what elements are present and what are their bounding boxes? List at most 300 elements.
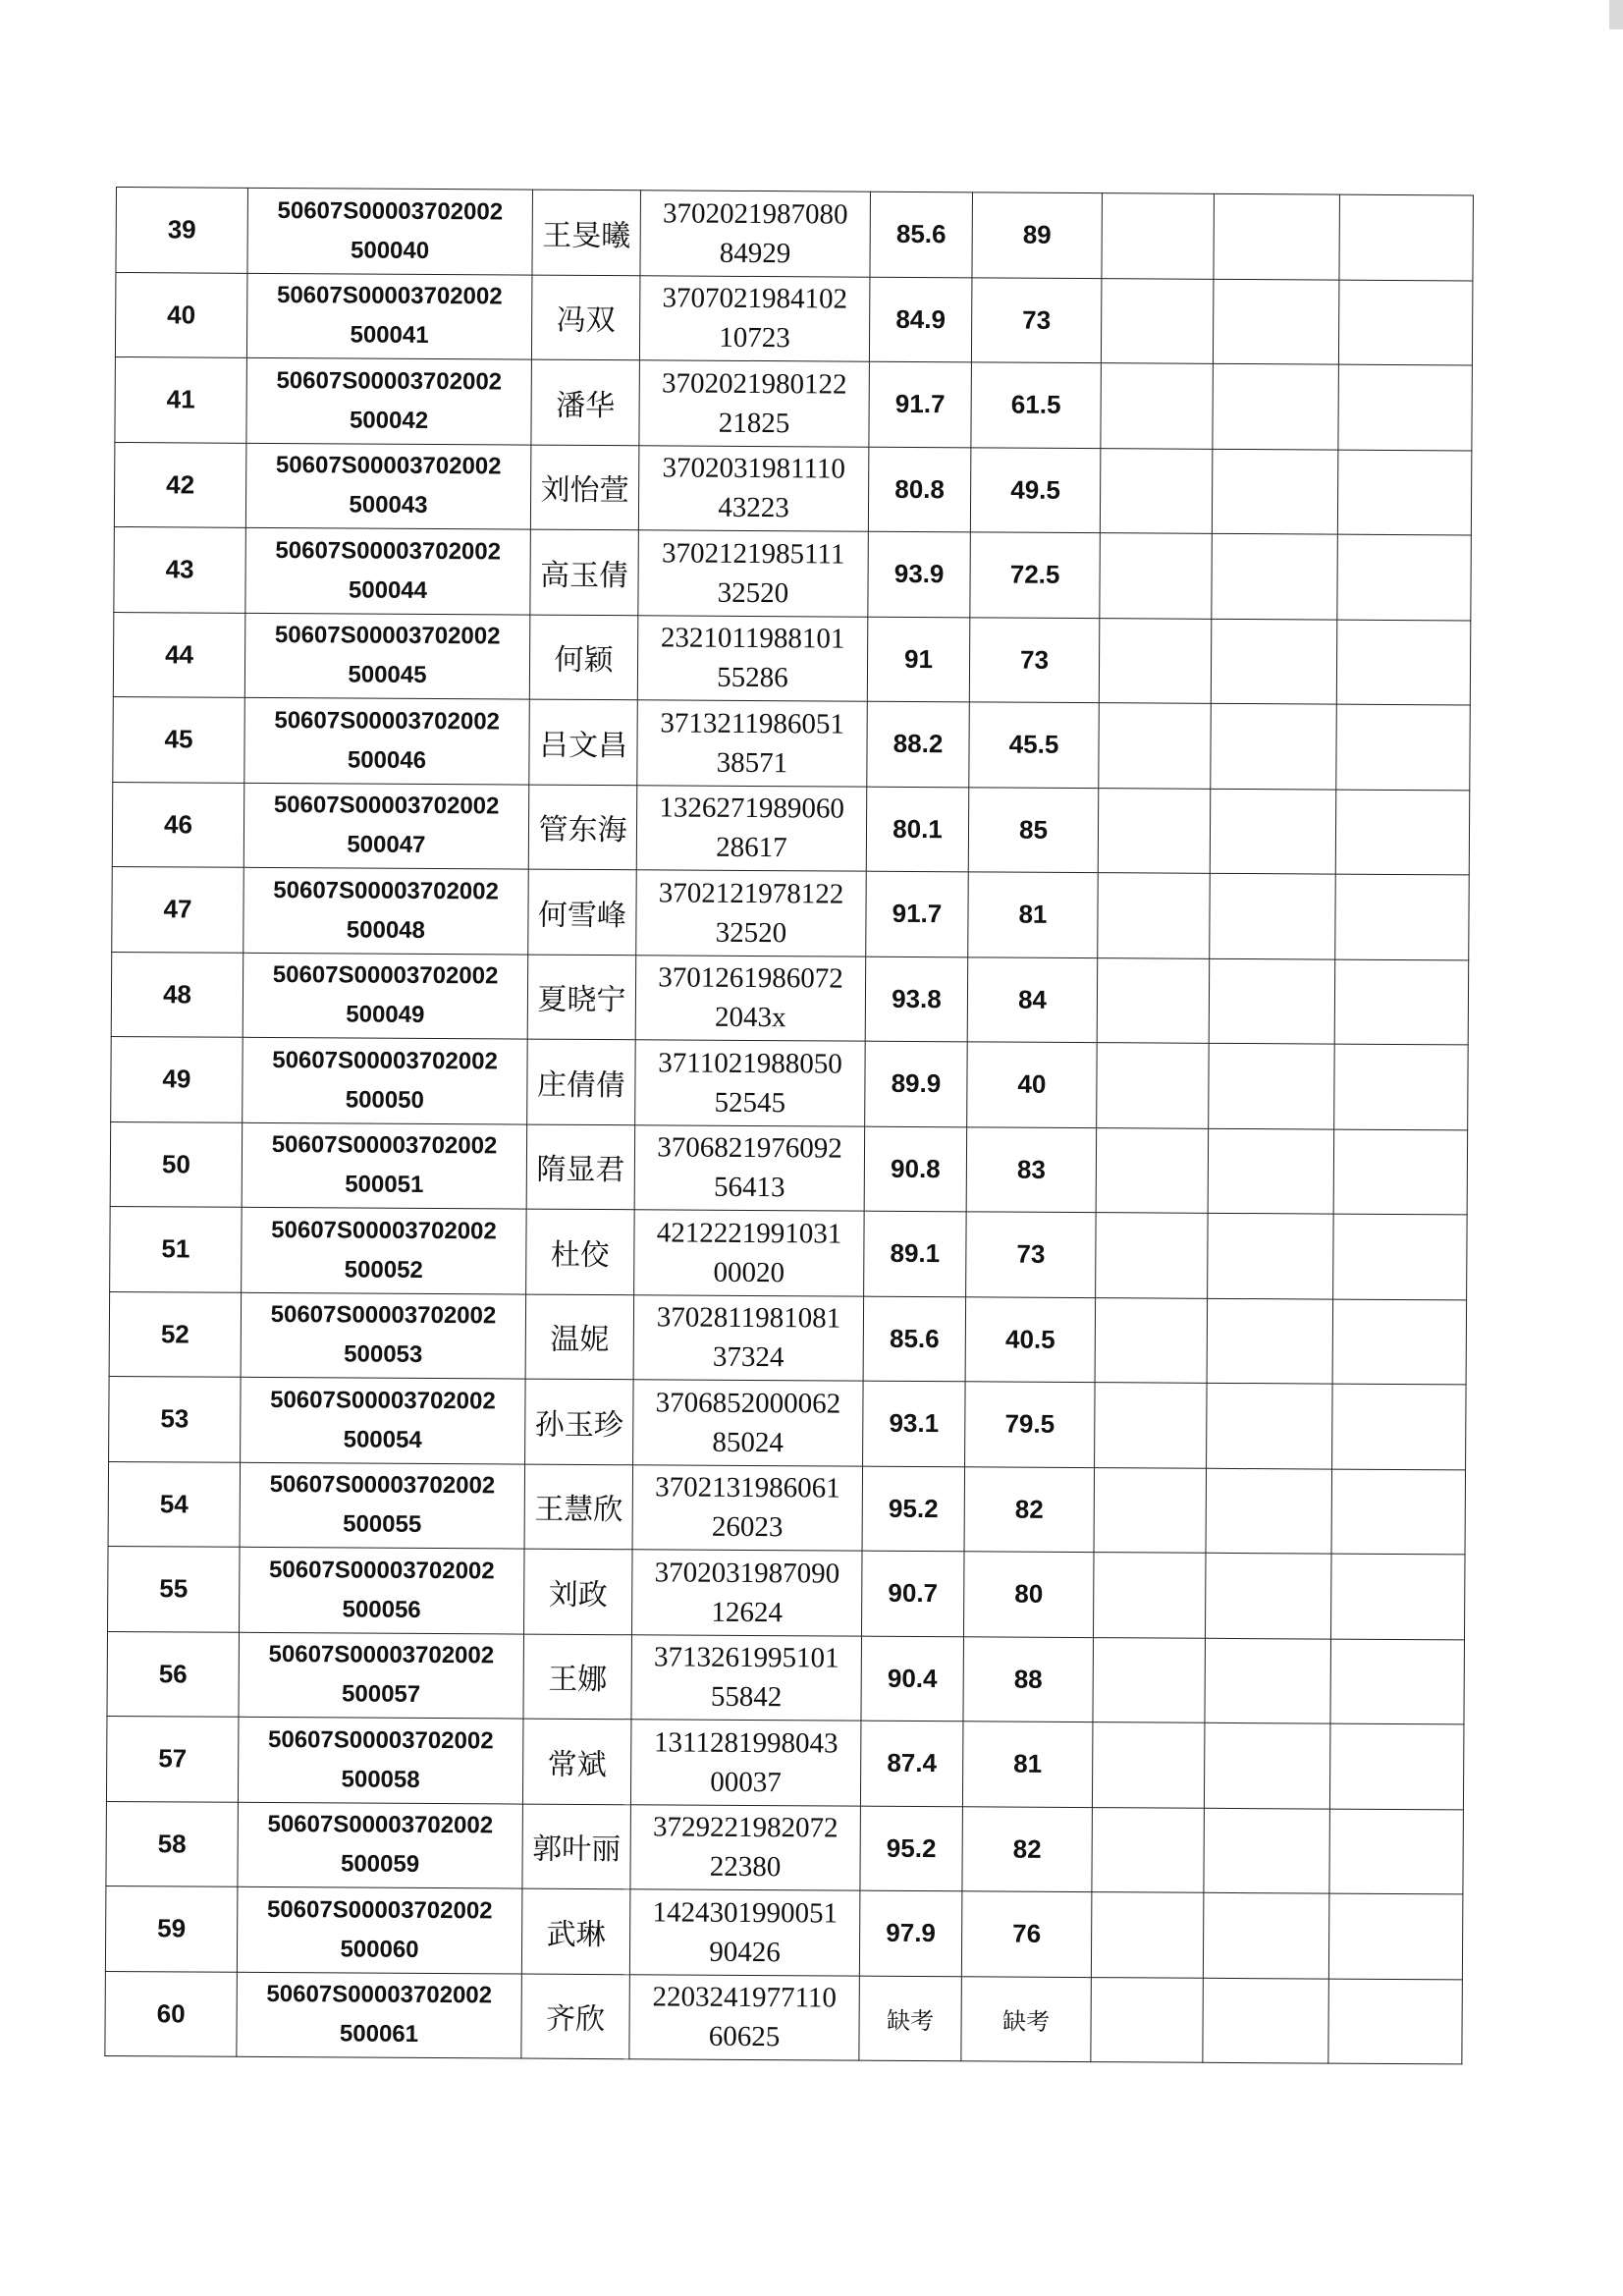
id-number-cell-text: 00020 (713, 1256, 785, 1288)
blank-cell-8 (1204, 1808, 1330, 1893)
score-1-cell-text: 88.2 (893, 729, 944, 759)
score-1-cell (863, 1381, 966, 1466)
blank-cell-9 (1329, 1723, 1464, 1809)
certificate-number-cell (242, 1122, 527, 1209)
score-1-cell-text: 80.1 (893, 813, 943, 844)
id-number-cell-text: 26023 (711, 1510, 784, 1544)
id-number-cell-text: 3702811981081 (656, 1301, 841, 1335)
certificate-number-cell-text: 50607S00003702002 (267, 1725, 494, 1755)
table-row (108, 1546, 1466, 1639)
serial-number-cell-text: 56 (158, 1659, 188, 1689)
blank-cell-9 (1338, 280, 1473, 365)
score-2-cell (971, 277, 1102, 362)
id-number-cell (632, 1550, 863, 1636)
score-2-cell (970, 532, 1101, 618)
serial-number-cell-text: 54 (159, 1489, 189, 1519)
id-number-cell-text: 3702021987080 (662, 197, 848, 231)
score-2-cell (962, 1806, 1093, 1891)
score-1-cell (866, 871, 969, 957)
id-number-cell-text: 3701261986072 (658, 961, 843, 995)
id-number-cell-text: 3702031981110 (662, 452, 846, 485)
name-cell-text: 高玉倩 (539, 558, 629, 593)
serial-number-cell-text: 57 (158, 1743, 188, 1774)
name-cell-text: 常斌 (547, 1747, 607, 1782)
score-1-cell-text: 93.1 (889, 1408, 940, 1439)
name-cell (522, 1804, 631, 1889)
id-number-cell-text: 21825 (718, 407, 790, 439)
id-number-cell-text: 00037 (710, 1766, 782, 1798)
score-1-cell (862, 1466, 965, 1552)
blank-cell-7 (1100, 448, 1213, 533)
name-cell (532, 190, 641, 275)
name-cell (526, 1124, 635, 1210)
score-2-cell-text: 49.5 (1010, 474, 1061, 505)
serial-number-cell-text: 39 (167, 214, 196, 245)
name-cell-text: 管东海 (538, 812, 627, 848)
score-1-cell (860, 1806, 963, 1891)
blank-cell-7 (1093, 1553, 1206, 1638)
table-body (105, 188, 1474, 2064)
name-cell-text: 刘怡萱 (540, 472, 629, 509)
score-2-cell (962, 1722, 1093, 1807)
score-1-cell-text: 97.9 (886, 1918, 937, 1948)
blank-cell-8 (1214, 193, 1340, 279)
score-1-cell-text: 84.9 (895, 303, 947, 334)
blank-cell-7 (1098, 788, 1211, 873)
blank-cell-7 (1094, 1467, 1207, 1553)
serial-number-cell-text: 53 (160, 1403, 189, 1434)
score-1-cell-text: 91.7 (892, 899, 943, 929)
certificate-number-cell (243, 953, 528, 1039)
blank-cell-7 (1101, 278, 1214, 363)
id-number-cell-text: 56413 (713, 1171, 785, 1204)
serial-number-cell-text: 45 (164, 724, 193, 754)
score-1-cell-text: 89.1 (890, 1238, 941, 1269)
table-row (115, 272, 1473, 365)
score-1-cell-text: 95.2 (888, 1493, 939, 1523)
score-1-cell-text: 89.9 (891, 1068, 942, 1099)
serial-number-cell-text: 40 (167, 300, 196, 330)
table-row (113, 612, 1471, 705)
name-cell-text: 齐欣 (545, 2001, 606, 2038)
blank-cell-8 (1212, 533, 1338, 619)
blank-cell-9 (1335, 790, 1470, 875)
score-1-cell (861, 1551, 964, 1636)
id-number-cell-text: 28617 (716, 831, 787, 864)
table-row (114, 442, 1472, 535)
score-1-cell (865, 957, 968, 1042)
name-cell (527, 1039, 636, 1124)
id-number-cell-text: 84929 (719, 237, 791, 269)
table-row (111, 952, 1469, 1045)
score-1-cell-text: 90.4 (887, 1663, 938, 1693)
score-2-cell (971, 362, 1102, 448)
id-number-cell (636, 870, 867, 957)
serial-number-cell-text: 60 (156, 1998, 186, 2029)
name-cell-text: 王慧欣 (534, 1492, 623, 1528)
id-number-cell-text: 1424301990051 (652, 1896, 839, 1930)
certificate-number-cell (237, 1886, 522, 1973)
blank-cell-8 (1207, 1298, 1333, 1384)
id-number-cell (639, 275, 870, 361)
name-cell-text: 孙玉珍 (534, 1407, 623, 1443)
name-cell-text: 温妮 (550, 1322, 610, 1358)
id-number-cell-text: 3702131986061 (655, 1471, 840, 1504)
id-number-cell (638, 530, 869, 617)
serial-number-cell (110, 1121, 243, 1207)
id-number-cell-text: 3713261995101 (654, 1641, 839, 1674)
score-2-cell-text: 61.5 (1010, 389, 1061, 420)
serial-number-cell (106, 1716, 239, 1801)
blank-cell-8 (1204, 1722, 1330, 1808)
name-cell (529, 615, 638, 700)
score-1-cell (867, 701, 970, 787)
blank-cell-8 (1210, 789, 1336, 874)
certificate-number-cell-text: 500061 (339, 2020, 419, 2049)
table-row (108, 1461, 1466, 1555)
score-2-cell-text: 40 (1017, 1068, 1047, 1100)
id-number-cell-text: 2043x (714, 1001, 786, 1034)
blank-cell-7 (1097, 1043, 1210, 1128)
score-1-cell (868, 447, 971, 532)
blank-cell-8 (1203, 1978, 1329, 2063)
id-number-cell-text: 38571 (716, 746, 788, 779)
certificate-number-cell-text: 500049 (346, 1001, 425, 1029)
certificate-number-cell-text: 500048 (346, 916, 426, 944)
score-1-cell-text: 87.4 (887, 1748, 938, 1778)
id-number-cell-text: 10723 (719, 322, 790, 355)
table-row (111, 1036, 1469, 1129)
id-number-cell-text: 85024 (712, 1426, 784, 1458)
score-1-cell (869, 361, 972, 447)
id-number-cell (629, 1974, 860, 2060)
serial-number-cell-text: 55 (159, 1573, 189, 1604)
serial-number-cell (113, 696, 245, 782)
serial-number-cell (111, 1036, 243, 1121)
id-number-cell (637, 700, 868, 787)
blank-cell-9 (1334, 1044, 1469, 1129)
id-number-cell-text: 32520 (715, 916, 787, 949)
blank-cell-9 (1328, 1893, 1463, 1979)
blank-cell-7 (1097, 957, 1210, 1043)
serial-number-cell (105, 1971, 238, 2056)
blank-cell-9 (1336, 704, 1471, 790)
certificate-number-cell-text: 50607S00003702002 (270, 1386, 496, 1415)
certificate-number-cell (238, 1802, 523, 1888)
blank-cell-9 (1332, 1384, 1467, 1469)
blank-cell-9 (1334, 959, 1469, 1045)
id-number-cell (636, 785, 867, 871)
name-cell (528, 869, 637, 955)
score-2-cell-text: 缺考 (1002, 2007, 1051, 2036)
blank-cell-9 (1337, 450, 1472, 535)
table-row (105, 1886, 1463, 1979)
blank-cell-8 (1206, 1468, 1332, 1554)
certificate-number-cell (242, 1207, 527, 1293)
blank-cell-8 (1203, 1892, 1329, 1978)
certificate-number-cell (241, 1377, 526, 1463)
blank-cell-8 (1205, 1638, 1331, 1723)
name-cell-text: 庄倩倩 (536, 1067, 626, 1103)
id-number-cell (634, 1124, 865, 1211)
name-cell (525, 1379, 634, 1464)
score-2-cell (963, 1636, 1094, 1722)
certificate-number-cell (240, 1462, 525, 1549)
score-2-cell (972, 192, 1103, 278)
name-cell (531, 359, 640, 445)
name-cell (527, 955, 636, 1040)
certificate-number-cell-text: 500044 (348, 576, 428, 604)
blank-cell-7 (1092, 1807, 1205, 1892)
score-2-cell (961, 1891, 1092, 1977)
certificate-number-cell-text: 500043 (349, 491, 428, 519)
certificate-number-cell-text: 500059 (340, 1850, 420, 1879)
id-number-cell (630, 1720, 861, 1806)
score-2-cell-text: 45.5 (1008, 729, 1059, 760)
name-cell (526, 1209, 635, 1294)
table-row (105, 1971, 1463, 2064)
blank-cell-8 (1205, 1553, 1331, 1638)
blank-cell-7 (1099, 618, 1212, 703)
id-number-cell-text: 37324 (712, 1340, 784, 1374)
certificate-number-cell-text: 50607S00003702002 (269, 1556, 495, 1585)
id-number-cell-text: 3702021980122 (661, 367, 847, 401)
name-cell (524, 1549, 633, 1634)
certificate-number-cell-text: 50607S00003702002 (273, 792, 500, 820)
certificate-number-cell-text: 50607S00003702002 (275, 452, 502, 480)
certificate-number-cell-text: 500055 (343, 1510, 422, 1539)
blank-cell-9 (1331, 1469, 1466, 1555)
certificate-number-cell-text: 500042 (349, 407, 429, 434)
blank-cell-7 (1091, 1892, 1204, 1978)
score-2-cell (966, 1126, 1097, 1212)
certificate-number-cell (244, 697, 530, 784)
scan-page-edge (1609, 0, 1623, 29)
score-2-cell-text: 88 (1013, 1664, 1043, 1694)
score-1-cell-text: 91.7 (894, 389, 946, 419)
certificate-number-cell-text: 500041 (350, 321, 429, 350)
table-row (115, 356, 1473, 450)
name-cell-text: 杜佼 (550, 1237, 610, 1273)
score-1-cell (859, 1890, 962, 1976)
certificate-number-cell-text: 50607S00003702002 (275, 536, 502, 566)
blank-cell-7 (1095, 1297, 1208, 1383)
certificate-number-cell-text: 500047 (347, 831, 426, 859)
certificate-number-cell (239, 1632, 524, 1719)
name-cell-text: 隋显君 (536, 1152, 625, 1188)
name-cell (530, 529, 639, 615)
serial-number-cell-text: 59 (157, 1913, 187, 1943)
blank-cell-8 (1207, 1383, 1333, 1468)
serial-number-cell (108, 1461, 241, 1547)
score-2-cell-text: 82 (1014, 1494, 1044, 1524)
score-1-cell-text: 缺考 (887, 2006, 935, 2035)
id-number-cell-text: 3707021984102 (662, 282, 848, 315)
serial-number-cell (114, 526, 246, 612)
blank-cell-8 (1210, 873, 1336, 958)
score-1-cell-text: 91 (904, 643, 934, 674)
serial-number-cell (108, 1546, 241, 1631)
blank-cell-7 (1095, 1383, 1208, 1468)
blank-cell-9 (1330, 1554, 1465, 1639)
certificate-number-cell (237, 1972, 522, 2058)
name-cell-text: 武琳 (546, 1917, 606, 1952)
score-1-cell-text: 90.7 (888, 1578, 939, 1609)
score-2-cell-text: 89 (1022, 219, 1052, 250)
name-cell (521, 1888, 630, 1974)
id-number-cell-text: 22380 (709, 1850, 782, 1884)
certificate-number-cell (243, 867, 529, 954)
id-number-cell-text: 3706821976092 (657, 1131, 842, 1165)
blank-cell-7 (1098, 873, 1211, 958)
serial-number-cell-text: 47 (163, 894, 192, 924)
serial-number-cell-text: 41 (166, 384, 195, 414)
table-row (112, 866, 1470, 959)
name-cell-text: 王娜 (548, 1662, 608, 1698)
certificate-number-cell-text: 50607S00003702002 (273, 876, 499, 905)
id-number-cell-text: 60625 (708, 2020, 781, 2053)
id-number-cell (633, 1294, 864, 1381)
score-2-cell (963, 1552, 1094, 1637)
certificate-number-cell (245, 527, 531, 614)
id-number-cell-text: 90426 (709, 1936, 781, 1968)
serial-number-cell-text: 42 (166, 469, 195, 500)
score-1-cell (860, 1721, 963, 1806)
name-cell-text: 郭叶丽 (532, 1831, 622, 1868)
blank-cell-9 (1329, 1809, 1464, 1894)
id-number-cell (640, 191, 871, 277)
id-number-cell (634, 1210, 865, 1296)
name-cell (522, 1719, 631, 1804)
score-2-cell-text: 81 (1013, 1748, 1043, 1779)
score-2-cell-text: 85 (1018, 814, 1049, 845)
name-cell-text: 冯双 (556, 302, 616, 339)
blank-cell-8 (1208, 1128, 1334, 1214)
serial-number-cell (116, 188, 248, 273)
name-cell-text: 夏晓宁 (537, 982, 626, 1018)
score-2-cell-text: 79.5 (1004, 1408, 1055, 1440)
serial-number-cell-text: 49 (162, 1064, 191, 1094)
certificate-number-cell-text: 500046 (347, 746, 427, 774)
score-1-cell-text: 80.8 (894, 473, 946, 504)
certificate-number-cell-text: 50607S00003702002 (277, 196, 504, 226)
score-2-cell (968, 872, 1099, 957)
name-cell (523, 1634, 632, 1720)
certificate-number-cell-text: 50607S00003702002 (266, 1895, 493, 1925)
id-number-cell-text: 3702121978122 (658, 877, 844, 910)
score-2-cell-text: 40.5 (1004, 1324, 1055, 1354)
score-2-cell (967, 1042, 1098, 1127)
score-2-cell (968, 787, 1099, 872)
serial-number-cell-text: 48 (162, 979, 192, 1010)
blank-cell-7 (1102, 193, 1215, 279)
table-row (106, 1801, 1464, 1894)
score-1-cell (864, 1126, 967, 1212)
certificate-number-cell-text: 50607S00003702002 (272, 961, 499, 990)
serial-number-cell (115, 356, 247, 442)
score-2-cell (965, 1382, 1096, 1467)
id-number-cell (633, 1380, 864, 1466)
serial-number-cell-text: 58 (157, 1829, 187, 1859)
blank-cell-7 (1099, 703, 1212, 789)
id-number-cell-text: 3713211986051 (660, 707, 844, 740)
certificate-number-cell-text: 50607S00003702002 (276, 366, 503, 396)
certificate-number-cell-text: 50607S00003702002 (266, 1981, 493, 2009)
score-1-cell (865, 1041, 968, 1126)
serial-number-cell-text: 44 (165, 639, 194, 670)
name-cell (525, 1294, 634, 1380)
serial-number-cell (111, 952, 243, 1037)
blank-cell-7 (1100, 533, 1213, 619)
serial-number-cell (114, 442, 246, 527)
blank-cell-9 (1328, 1979, 1463, 2064)
table-row (113, 696, 1471, 790)
id-number-cell-text: 32520 (717, 576, 789, 609)
blank-cell-8 (1213, 279, 1339, 364)
score-2-cell (961, 1976, 1092, 2061)
id-number-cell-text: 55286 (717, 661, 788, 694)
name-cell-text: 吕文昌 (538, 728, 628, 763)
score-2-cell-text: 73 (1016, 1238, 1046, 1270)
certificate-number-cell-text: 500060 (340, 1936, 419, 1963)
score-1-cell (867, 617, 970, 702)
certificate-number-cell (247, 188, 533, 274)
blank-cell-7 (1096, 1127, 1209, 1213)
score-2-cell (966, 1212, 1097, 1297)
score-2-cell-text: 80 (1014, 1578, 1044, 1610)
id-number-cell (629, 1889, 860, 1976)
serial-number-cell (112, 866, 244, 952)
name-cell-text: 潘华 (556, 388, 616, 423)
blank-cell-9 (1336, 620, 1471, 705)
certificate-number-cell-text: 50607S00003702002 (271, 1131, 498, 1160)
certificate-number-cell-text: 50607S00003702002 (268, 1641, 495, 1669)
name-cell (521, 1974, 630, 2059)
score-1-cell-text: 93.9 (893, 559, 945, 589)
certificate-number-cell-text: 500045 (348, 661, 427, 689)
name-cell (529, 699, 638, 785)
id-number-cell-text: 3729221982072 (652, 1811, 839, 1844)
score-2-cell-text: 73 (1022, 304, 1052, 335)
blank-cell-8 (1213, 363, 1339, 449)
blank-cell-8 (1212, 449, 1338, 534)
blank-cell-7 (1096, 1213, 1209, 1298)
certificate-number-cell-text: 500052 (344, 1256, 423, 1284)
id-number-cell-text: 2321011988101 (660, 622, 845, 655)
score-2-cell (964, 1466, 1095, 1552)
id-number-cell-text: 43223 (718, 492, 789, 524)
certificate-number-cell-text: 500056 (342, 1596, 421, 1623)
serial-number-cell-text: 51 (161, 1233, 190, 1264)
serial-number-cell (105, 1886, 238, 1971)
certificate-number-cell (246, 273, 532, 359)
score-2-cell-text: 81 (1018, 899, 1048, 930)
score-2-cell (970, 447, 1101, 532)
id-number-cell (632, 1464, 863, 1551)
score-2-cell-text: 84 (1017, 984, 1048, 1014)
blank-cell-9 (1338, 364, 1473, 450)
certificate-number-cell (240, 1547, 525, 1633)
score-2-cell (967, 957, 1098, 1042)
blank-cell-9 (1339, 194, 1474, 280)
certificate-number-cell (245, 443, 531, 529)
score-1-cell-text: 85.6 (895, 219, 947, 249)
certificate-number-cell-text: 50607S00003702002 (269, 1471, 496, 1500)
score-2-cell (969, 617, 1100, 702)
score-1-cell (870, 191, 973, 277)
id-number-cell (631, 1634, 862, 1721)
table-row (116, 188, 1474, 281)
